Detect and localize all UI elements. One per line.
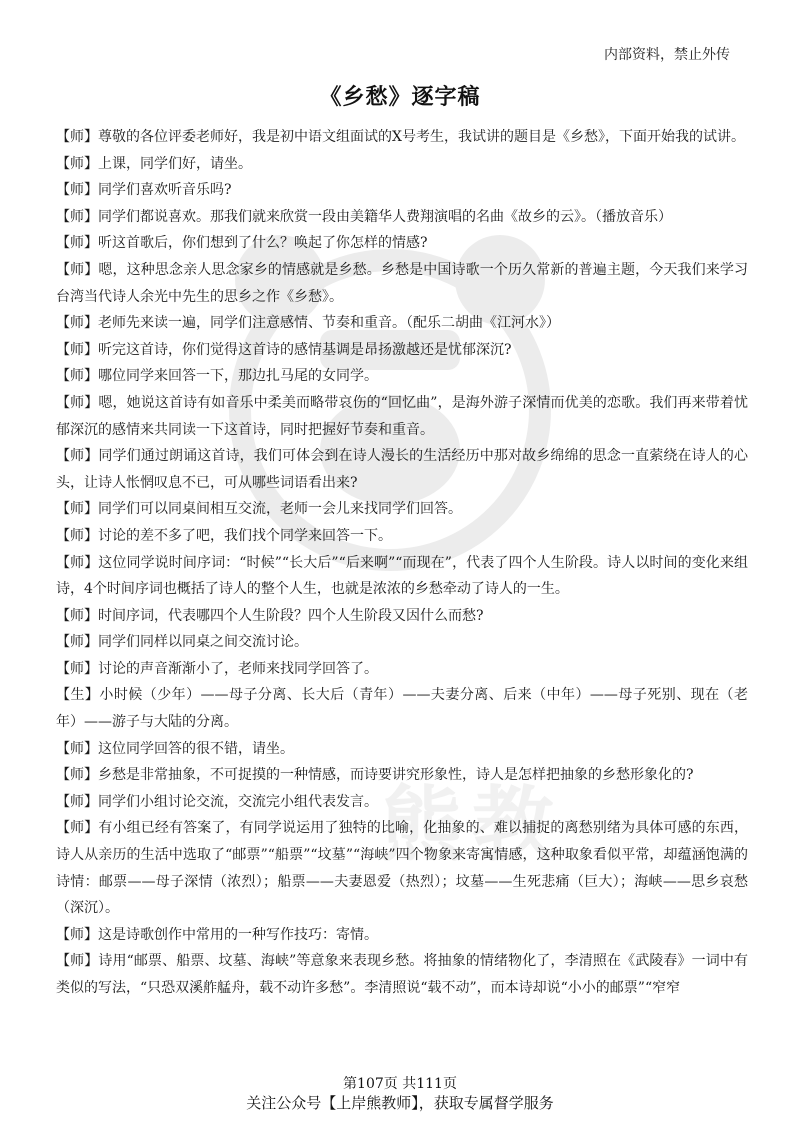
- speaker-tag: 【师】: [56, 448, 99, 465]
- speaker-tag: 【师】: [56, 129, 98, 145]
- dialogue-text: 小时候（少年）——母子分离、长大后（青年）——夫妻分离、后来（中年）——母子死别、现在（老年）——游子与大陆的分离。: [56, 687, 749, 731]
- page-number: 第107页 共111页: [343, 1076, 457, 1092]
- dialogue-text: 同学们通过朗诵这首诗，我们可体会到在诗人漫长的生活经历中那对故乡绵绵的思念一直萦绕在诗人的心头，让诗人怅惘叹息不已，可从哪些词语看出来?: [56, 448, 748, 491]
- dialogue-text: 这是诗歌创作中常用的一种写作技巧：寄情。: [98, 926, 378, 943]
- speaker-tag: 【师】: [56, 554, 99, 571]
- dialogue-paragraph: [56, 789, 748, 816]
- footer-promo: 关注公众号【上岸熊教师】，获取专属督学服务: [246, 1094, 554, 1112]
- dialogue-text: 嗯，她说这首诗有如音乐中柔美而略带哀伤的“回忆曲”，是海外游子深情而优美的恋歌。我们再来带着忧郁深沉的感情来共同读一下这首诗，同时把握好节奏和重音。: [56, 394, 749, 438]
- speaker-tag: 【师】: [56, 394, 99, 411]
- dialogue-text: 尊敬的各位评委老师好，我是初中语文组面试的X号考生，我试讲的题目是《乡愁》，下面开始我的试讲。: [98, 129, 745, 145]
- dialogue-text: 上课，同学们好，请坐。: [98, 155, 252, 172]
- dialogue-paragraph: [56, 257, 748, 310]
- speaker-tag: 【师】: [56, 182, 98, 199]
- dialogue-text: 同学们都说喜欢。那我们就来欣赏一段由美籍华人费翔演唱的名曲《故乡的云》。（播放音乐）: [98, 208, 672, 225]
- speaker-tag: 【师】: [56, 740, 98, 757]
- dialogue-paragraph: [56, 603, 748, 630]
- speaker-tag: 【师】: [56, 926, 98, 943]
- dialogue-text: 乡愁是非常抽象，不可捉摸的一种情感，而诗要讲究形象性，诗人是怎样把抽象的乡愁形象化的?: [98, 767, 694, 784]
- dialogue-text: 听这首歌后，你们想到了什么？唤起了你怎样的情感?: [98, 235, 428, 252]
- dialogue-text: 诗用“邮票、船票、坟墓、海峡”等意象来表现乡愁。将抽象的情绪物化了，李清照在《武陵春》一词中有类似的写法，“只恐双溪舴艋舟，载不动许多愁”。李清照说“载不动”，而本诗却说“小小的邮票”“窄窄: [56, 953, 749, 996]
- dialogue-text: 讨论的声音渐渐小了，老师来找同学回答了。: [98, 660, 378, 677]
- dialogue-paragraph: [56, 310, 748, 337]
- speaker-tag: 【师】: [56, 793, 98, 810]
- speaker-tag: 【生】: [56, 687, 100, 704]
- top-banner: [250, 4, 550, 18]
- speaker-tag: 【师】: [56, 660, 98, 677]
- speaker-tag: 【师】: [56, 953, 99, 970]
- dialogue-paragraph: [56, 629, 748, 656]
- dialogue-paragraph: [56, 151, 748, 178]
- dialogue-paragraph: [56, 762, 748, 789]
- dialogue-text: 听完这首诗，你们觉得这首诗的感情基调是昂扬激越还是忧郁深沉?: [98, 341, 512, 358]
- dialogue-paragraph: [56, 682, 748, 735]
- speaker-tag: 【师】: [56, 501, 98, 518]
- speaker-tag: 【师】: [56, 208, 98, 225]
- dialogue-paragraph: [56, 496, 748, 523]
- speaker-tag: 【师】: [56, 368, 98, 385]
- dialogue-paragraph: [56, 230, 748, 257]
- dialogue-paragraph: [56, 177, 748, 204]
- dialogue-paragraph: [56, 363, 748, 390]
- dialogue-text: 时间序词，代表哪四个人生阶段？四个人生阶段又因什么而愁?: [98, 607, 484, 624]
- speaker-tag: 【师】: [56, 155, 98, 172]
- dialogue-text: 同学们可以同桌间相互交流，老师一会儿来找同学们回答。: [98, 501, 462, 518]
- dialogue-paragraph: [56, 922, 748, 949]
- dialogue-text: 嗯，这种思念亲人思念家乡的情感就是乡愁。乡愁是中国诗歌一个历久常新的普遍主题，今天我们来学习台湾当代诗人余光中先生的思乡之作《乡愁》。: [56, 261, 748, 305]
- confidential-notice: 内部资料，禁止外传: [604, 47, 730, 63]
- dialogue-text: 哪位同学来回答一下，那边扎马尾的女同学。: [98, 368, 378, 385]
- speaker-tag: 【师】: [56, 341, 98, 358]
- dialogue-paragraph: [56, 656, 748, 683]
- dialogue-text: 同学们同样以同桌之间交流讨论。: [98, 634, 308, 651]
- dialogue-paragraph: [56, 337, 748, 364]
- dialogue-text: 这位同学说时间序词：“时候”“长大后”“后来啊”“而现在”，代表了四个人生阶段。诗人以时间的变化来组诗，4个时间序词也概括了诗人的整个人生，也就是浓浓的乡愁牵动了诗人的一生。: [56, 554, 748, 598]
- dialogue-paragraph: [56, 443, 748, 496]
- dialogue-paragraph: [56, 523, 748, 550]
- speaker-tag: 【师】: [56, 820, 99, 837]
- dialogue-paragraph: [56, 550, 748, 603]
- dialogue-paragraph: [56, 124, 748, 151]
- speaker-tag: 【师】: [56, 767, 98, 784]
- speaker-tag: 【师】: [56, 235, 98, 252]
- dialogue-text: 有小组已经有答案了，有同学说运用了独特的比喻，化抽象的、难以捕捉的离愁别绪为具体可感的东西，诗人从亲历的生活中选取了“邮票”“船票”“坟墓”“海峡”四个物象来寄寓情感，这种取象看似平常，却蕴涵饱满的诗情：邮票——母子深情（浓烈）；船票——夫妻恩爱（热烈）；坟墓——生死悲痛（巨大）；海峡——思乡哀愁（深沉）。: [56, 820, 748, 917]
- dialogue-text: 讨论的差不多了吧，我们找个同学来回答一下。: [98, 527, 392, 544]
- dialogue-paragraph: [56, 204, 748, 231]
- dialogue-text: 老师先来读一遍，同学们注意感情、节奏和重音。（配乐二胡曲《江河水》）: [98, 315, 560, 332]
- transcript-body: [56, 124, 748, 1002]
- dialogue-text: 这位同学回答的很不错，请坐。: [98, 740, 294, 757]
- dialogue-text: 同学们喜欢听音乐吗?: [98, 182, 232, 199]
- dialogue-paragraph: [56, 815, 748, 921]
- speaker-tag: 【师】: [56, 527, 98, 544]
- dialogue-paragraph: [56, 390, 748, 443]
- brand-watermark-text: 熊教: [380, 778, 565, 873]
- dialogue-text: 同学们小组讨论交流，交流完小组代表发言。: [98, 793, 378, 810]
- dialogue-paragraph: [56, 948, 748, 1001]
- speaker-tag: 【师】: [56, 607, 98, 624]
- dialogue-paragraph: [56, 736, 748, 763]
- document-title: 《乡愁》逐字稿: [319, 84, 481, 110]
- speaker-tag: 【师】: [56, 315, 98, 332]
- speaker-tag: 【师】: [56, 634, 98, 651]
- speaker-tag: 【师】: [56, 261, 99, 278]
